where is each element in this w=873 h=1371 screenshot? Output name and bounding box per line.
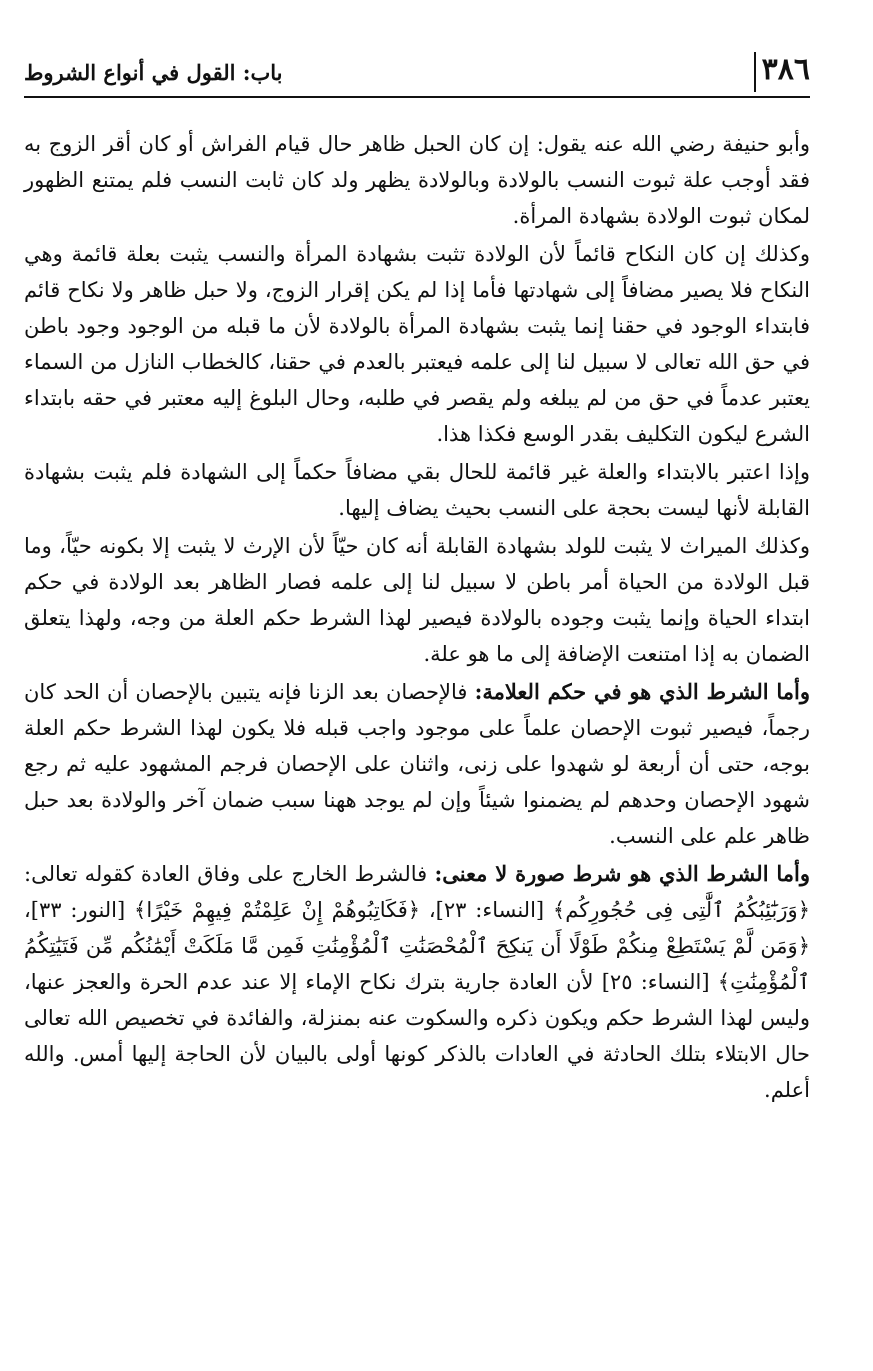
paragraph-lead: وأما الشرط الذي هو في حكم العلامة: xyxy=(474,679,810,704)
paragraph-text: فالشرط الخارج على وفاق العادة كقوله تعالى: ﴿وَرَبَٰٓئِبُكُمُ ٱلَّٰتِى فِى حُجُورِكُم﴾ [النساء: ٢٣]، ﴿فَكَاتِبُوهُمْ إِنْ عَلِمْتُمْ فِيهِمْ خَيْرًا﴾ [النور: ٣٣]، ﴿وَمَن لَّمْ يَسْتَطِعْ مِنكُمْ طَوْلًا أَن يَنكِحَ ٱلْمُحْصَنَٰتِ ٱلْمُؤْمِنَٰتِ فَمِن مَّا مَلَكَتْ أَيْمَٰنُكُم مِّن فَتَيَٰتِكُمُ ٱلْمُؤْمِنَٰتِ﴾ [النساء: ٢٥] لأن العادة جارية بترك نكاح الإماء إلا عند عدم الحرة والعجز عنها، وليس لهذا الشرط حكم ويكون ذكره والسكوت عنه بمنزلة، والفائدة في تخصيص الله تعالى حال الابتلاء بتلك الحادثة في العادات بالذكر كونها أولى بالبيان لأن الحاجة إليها أمس. والله أعلم. xyxy=(24,862,810,1102)
paragraph-1 xyxy=(24,126,810,234)
page-number: ٣٨٦ xyxy=(754,52,810,92)
paragraph-3 xyxy=(24,454,810,526)
paragraph-text: وكذلك إن كان النكاح قائماً لأن الولادة تثبت بشهادة المرأة والنسب يثبت بعلة قائمة وهي النكاح فلا يصير مضافاً إلى شهادتها فأما إذا لم يكن إقرار الزوج، ولا حبل ظاهر ولا نكاح قائم فابتداء الوجود في حقنا إنما يثبت بشهادة المرأة بالولادة لأن ما قبله من الوجود وجود باطن في حق الله تعالى لا سبيل لنا إلى علمه فيعتبر بالعدم في حقنا، كالخطاب النازل من السماء يعتبر عدماً في حق من لم يبلغه ولم يقصر في طلبه، وحال البلوغ إليه معتبر في حقه بابتداء الشرع ليكون التكليف بقدر الوسع فكذا هذا. xyxy=(24,242,810,446)
page-header xyxy=(24,50,810,98)
book-page xyxy=(24,50,810,1350)
paragraph-text: وكذلك الميراث لا يثبت للولد بشهادة القابلة أنه كان حيّاً لأن الإرث لا يثبت إلا بكونه حيّاً، وما قبل الولادة من الحياة أمر باطن لا سبيل لنا إلى علمه فصار الظاهر بعد الولادة في حكم ابتداء الحياة وإنما يثبت وجوده بالولادة فيصير لهذا الشرط حكم العلة من وجه، ولهذا يتعلق الضمان به إذا امتنعت الإضافة إلى ما هو علة. xyxy=(24,534,810,666)
paragraph-text: وإذا اعتبر بالابتداء والعلة غير قائمة للحال بقي مضافاً حكماً إلى الشهادة فلم يثبت بشهادة القابلة لأنها ليست بحجة على النسب بحيث يضاف إليها. xyxy=(24,460,810,520)
paragraph-lead: وأما الشرط الذي هو شرط صورة لا معنى: xyxy=(434,861,810,886)
paragraph-6 xyxy=(24,856,810,1108)
paragraph-4 xyxy=(24,528,810,672)
paragraph-text: فالإحصان بعد الزنا فإنه يتبين بالإحصان أن الحد كان رجماً، فيصير ثبوت الإحصان علماً على موجود واجب قبله فلا يكون لهذا الشرط حكم العلة بوجه، حتى أن أربعة لو شهدوا على زنى، واثنان على الإحصان فرجم المشهود عليه ثم رجع شهود الإحصان وحدهم لم يضمنوا شيئاً وإن لم يوجد ههنا سبب ضمان آخر والولادة بعد حبل ظاهر علم على النسب. xyxy=(24,680,810,848)
body-text xyxy=(24,126,810,1108)
paragraph-text: وأبو حنيفة رضي الله عنه يقول: إن كان الحبل ظاهر حال قيام الفراش أو كان أقر الزوج به فقد أوجب علة ثبوت النسب بالولادة وبالولادة يظهر ولد كان ثابت النسب فلم يمتنع الظهور لمكان ثبوت الولادة بشهادة المرأة. xyxy=(24,132,810,228)
paragraph-5 xyxy=(24,674,810,854)
paragraph-2 xyxy=(24,236,810,452)
running-title: باب: القول في أنواع الشروط xyxy=(24,60,283,85)
